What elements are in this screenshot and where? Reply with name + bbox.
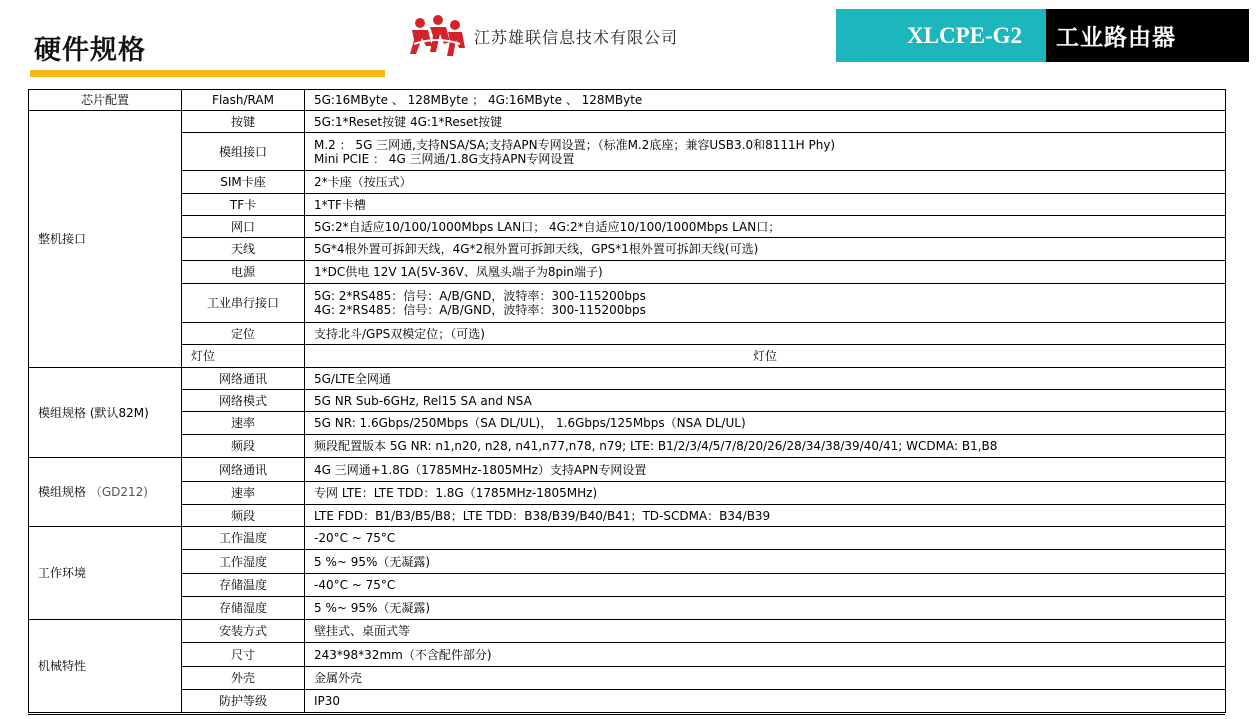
table-row — [29, 527, 1226, 550]
field-value: 2*卡座（按压式） — [305, 171, 1226, 194]
table-row — [29, 458, 1226, 482]
field-label: 网络通讯 — [182, 368, 305, 390]
field-label: 定位 — [182, 323, 305, 345]
field-label: 工作温度 — [182, 527, 305, 550]
field-value: 1*TF卡槽 — [305, 194, 1226, 216]
field-value: IP30 — [305, 690, 1226, 713]
model-badge: XLCPE-G2 — [836, 9, 1046, 62]
field-value: 5 %~ 95%（无凝露) — [305, 550, 1226, 574]
table-row — [29, 261, 1226, 284]
field-label: SIM卡座 — [182, 171, 305, 194]
field-value: -40°C ~ 75°C — [305, 574, 1226, 597]
table-row — [29, 482, 1226, 505]
field-value — [305, 284, 1226, 323]
spec-table — [28, 89, 1226, 713]
table-row — [29, 435, 1226, 458]
field-value: 1*DC供电 12V 1A(5V-36V、凤凰头端子为8pin端子) — [305, 261, 1226, 284]
category-cell: 模组规格 (默认82M) — [29, 368, 182, 458]
field-value: 5G:16MByte 、 128MByte ； 4G:16MByte 、 128MByte — [305, 90, 1226, 111]
table-row — [29, 238, 1226, 261]
table-row — [29, 574, 1226, 597]
field-value: 壁挂式、桌面式等 — [305, 620, 1226, 643]
field-label: 网口 — [182, 216, 305, 238]
table-row — [29, 643, 1226, 667]
company-name: 江苏雄联信息技术有限公司 — [474, 27, 679, 47]
category-cell: 芯片配置 — [29, 90, 182, 111]
field-label: Flash/RAM — [182, 90, 305, 111]
field-label: 按键 — [182, 111, 305, 133]
field-value: 4G 三网通+1.8G（1785MHz-1805MHz）支持APN专网设置 — [305, 458, 1226, 482]
field-value-line: Mini PCIE ： 4G 三网通/1.8G支持APN专网设置 — [314, 151, 575, 166]
field-value: 5G*4根外置可拆卸天线，4G*2根外置可拆卸天线，GPS*1根外置可拆卸天线(可选) — [305, 238, 1226, 261]
field-value: 5G NR: 1.6Gbps/250Mbps（SA DL/UL)， 1.6Gbps/125Mbps（NSA DL/UL) — [305, 412, 1226, 435]
field-value: 5G/LTE全网通 — [305, 368, 1226, 390]
table-row — [29, 368, 1226, 390]
category-cell — [29, 458, 182, 527]
field-label: 存储湿度 — [182, 597, 305, 620]
field-label: 网络通讯 — [182, 458, 305, 482]
field-label: 速率 — [182, 482, 305, 505]
field-label: 工作湿度 — [182, 550, 305, 574]
field-label: 速率 — [182, 412, 305, 435]
field-label: TF卡 — [182, 194, 305, 216]
page-title: 硬件规格 — [34, 35, 146, 66]
field-label: 天线 — [182, 238, 305, 261]
table-row — [29, 667, 1226, 690]
category-cell: 整机接口 — [29, 111, 182, 368]
category-cell: 机械特性 — [29, 620, 182, 713]
company-header — [408, 14, 678, 58]
table-row — [29, 111, 1226, 133]
category-cell: 工作环境 — [29, 527, 182, 620]
table-row — [29, 412, 1226, 435]
field-label: 存储温度 — [182, 574, 305, 597]
field-value: 专网 LTE：LTE TDD：1.8G（1785MHz-1805MHz) — [305, 482, 1226, 505]
field-label: 模组接口 — [182, 133, 305, 171]
field-label: 尺寸 — [182, 643, 305, 667]
field-value: 5 %~ 95%（无凝露) — [305, 597, 1226, 620]
table-row — [29, 690, 1226, 713]
field-value: 5G:2*自适应10/100/1000Mbps LAN口； 4G:2*自适应10/100/1000Mbps LAN口； — [305, 216, 1226, 238]
field-label: 工业串行接口 — [182, 284, 305, 323]
table-row — [29, 216, 1226, 238]
field-value: 5G NR Sub-6GHz, Rel15 SA and NSA — [305, 390, 1226, 412]
page-bottom-rule — [28, 714, 1225, 715]
field-label: 频段 — [182, 435, 305, 458]
field-label: 防护等级 — [182, 690, 305, 713]
table-row — [29, 620, 1226, 643]
table-row — [29, 597, 1226, 620]
field-value: 支持北斗/GPS双模定位；（可选) — [305, 323, 1226, 345]
category-cell: 灯位 — [182, 345, 305, 368]
table-row — [29, 194, 1226, 216]
product-type-badge: 工业路由器 — [1046, 9, 1249, 62]
table-row — [29, 284, 1226, 323]
table-row — [29, 171, 1226, 194]
field-label: 安装方式 — [182, 620, 305, 643]
field-label: 外壳 — [182, 667, 305, 690]
field-label: 网络模式 — [182, 390, 305, 412]
field-value: 5G:1*Reset按键 4G:1*Reset按键 — [305, 111, 1226, 133]
category-suffix: （GD212) — [89, 485, 148, 499]
table-row — [29, 323, 1226, 345]
field-label: 电源 — [182, 261, 305, 284]
field-value: -20°C ~ 75°C — [305, 527, 1226, 550]
field-value: 频段配置版本 5G NR: n1,n20, n28, n41,n77,n78, n79; LTE: B1/2/3/4/5/7/8/20/26/28/34/38/39/40/41; WCDMA: B1,B8 — [305, 435, 1226, 458]
table-row — [29, 550, 1226, 574]
field-value — [305, 133, 1226, 171]
field-value-line: 4G: 2*RS485：信号：A/B/GND，波特率：300-115200bps — [314, 303, 646, 317]
title-underline — [30, 70, 385, 77]
table-row — [29, 133, 1226, 171]
table-row — [29, 345, 1226, 368]
field-value: LTE FDD：B1/B3/B5/B8；LTE TDD：B38/B39/B40/B41；TD-SCDMA：B34/B39 — [305, 505, 1226, 527]
field-value-line: 5G: 2*RS485：信号：A/B/GND，波特率：300-115200bps — [314, 289, 646, 303]
field-value: 金属外壳 — [305, 667, 1226, 690]
field-label: 频段 — [182, 505, 305, 527]
table-row — [29, 390, 1226, 412]
category-label: 模组规格 — [38, 485, 87, 499]
field-label: 灯位 — [305, 345, 1226, 368]
field-value-line: M.2 ： 5G 三网通,支持NSA/SA;支持APN专网设置；（标准M.2底座；兼容USB3.0和8111H Phy) — [314, 137, 836, 152]
table-row — [29, 505, 1226, 527]
company-logo-icon — [408, 14, 466, 58]
table-row — [29, 90, 1226, 111]
field-value: 243*98*32mm（不含配件部分) — [305, 643, 1226, 667]
